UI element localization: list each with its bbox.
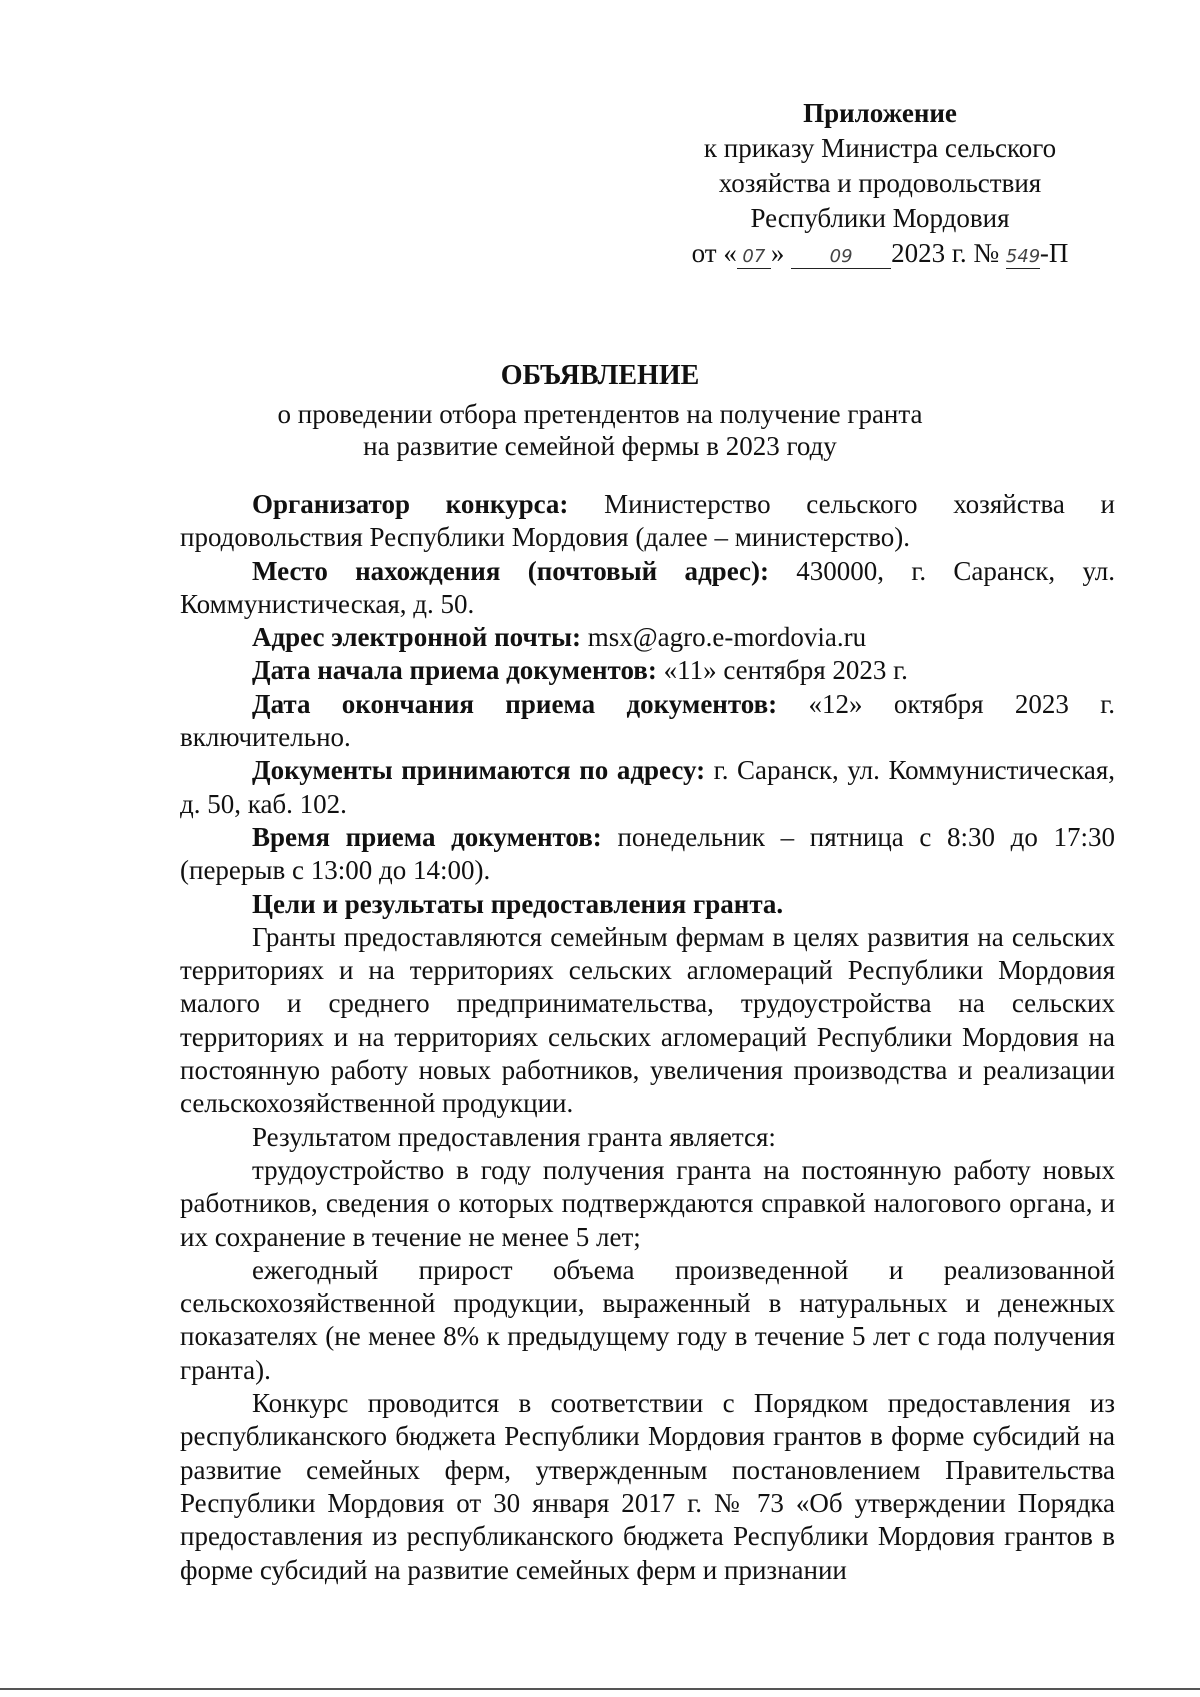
goals-heading: Цели и результаты предоставления гранта. xyxy=(252,888,784,919)
organizer-label: Организатор конкурса: xyxy=(252,489,569,519)
email-paragraph xyxy=(180,621,1115,654)
reception-time-value: понедельник – пятница с 8:30 до 17:30 (перерыв с 13:00 до 14:00). xyxy=(180,821,1116,886)
order-number: 549 xyxy=(1005,246,1041,267)
organizer-value: Министерство сельского хозяйства и продовольствия Республики Мордовия (далее – министерство). xyxy=(180,489,1116,553)
order-date-line xyxy=(620,236,1140,271)
order-month: 09 xyxy=(791,246,891,269)
reception-time-label: Время приема документов: xyxy=(252,821,602,852)
start-date-label: Дата начала приема документов: xyxy=(252,655,657,686)
end-date-paragraph xyxy=(180,688,1115,755)
appendix-heading: Приложение xyxy=(803,98,957,128)
order-day: 07 xyxy=(737,246,771,269)
order-quote-close: » xyxy=(770,238,785,268)
result-item-1: трудоустройство в году получения гранта на постоянную работу новых работников, сведения о которых подтверждаются справкой налогового органа, и их сохранение в течение не менее 5 лет; xyxy=(180,1154,1115,1252)
email-value: msx@agro.e-mordovia.ru xyxy=(587,622,867,653)
announcement-body xyxy=(180,488,1115,1587)
contest-paragraph: Конкурс проводится в соответствии с Порядком предоставления из республиканского бюджета Республики Мордовия грантов в форме субсидий на развитие семейных ферм, утвержденным постановлением Правительства Республики Мордовия от 30 января 2017 г. № 73 «Об утверждении Порядка предоставления из республиканского бюджета Республики Мордовия грантов в форме субсидий на развитие семейных ферм и признании xyxy=(180,1388,1115,1585)
documents-address-paragraph xyxy=(180,754,1115,821)
goals-paragraph: Гранты предоставляются семейным фермам в целях развития на сельских территориях и на территориях сельских агломераций Республики Мордовия малого и среднего предпринимательства, трудоустройства на сельских территориях и на территориях сельских агломераций Республики Мордовия на постоянную работу новых работников, увеличения производства и реализации сельскохозяйственной продукции. xyxy=(180,921,1115,1119)
goals-heading-paragraph xyxy=(180,888,1115,921)
address-value: 430000, г. Саранск, ул. Коммунистическая, д. 50. xyxy=(180,555,1115,619)
email-label: Адрес электронной почты: xyxy=(252,622,582,653)
address-label: Место нахождения (почтовый адрес): xyxy=(252,555,769,586)
page-bottom-divider xyxy=(0,1688,1200,1690)
order-suffix: -П xyxy=(1039,238,1069,268)
order-year: 2023 г. № xyxy=(891,238,1000,268)
documents-address-value: г. Саранск, ул. Коммунистическая, д. 50, каб. 102. xyxy=(180,755,1115,819)
start-date-paragraph xyxy=(180,654,1115,687)
result-item-2: ежегодный прирост объема произведенной и реализованной сельскохозяйственной продукции, выраженный в натуральных и денежных показателях (не менее 8% к предыдущему году в течение 5 лет с года получения гранта). xyxy=(180,1254,1115,1385)
start-date-value: «11» сентября 2023 г. xyxy=(663,655,908,686)
appendix-line-2: хозяйства и продовольствия xyxy=(718,168,1042,198)
appendix-line-1: к приказу Министра сельского xyxy=(703,133,1057,163)
title-block xyxy=(180,360,1020,462)
document-subtitle-1: о проведении отбора претендентов на получение гранта xyxy=(277,399,923,429)
document-title: ОБЪЯВЛЕНИЕ xyxy=(500,360,700,391)
reception-time-paragraph xyxy=(180,821,1115,888)
document-subtitle-2: на развитие семейной фермы в 2023 году xyxy=(363,431,837,461)
organizer-paragraph xyxy=(180,488,1115,555)
order-prefix: от « xyxy=(691,238,737,268)
documents-address-label: Документы принимаются по адресу: xyxy=(252,755,706,786)
end-date-label: Дата окончания приема документов: xyxy=(252,688,778,719)
address-paragraph xyxy=(180,555,1115,622)
end-date-value: «12» октября 2023 г. включительно. xyxy=(180,688,1116,753)
appendix-line-3: Республики Мордовия xyxy=(750,203,1010,233)
appendix-block xyxy=(620,96,1140,271)
result-intro-paragraph: Результатом предоставления гранта является: xyxy=(252,1121,776,1152)
